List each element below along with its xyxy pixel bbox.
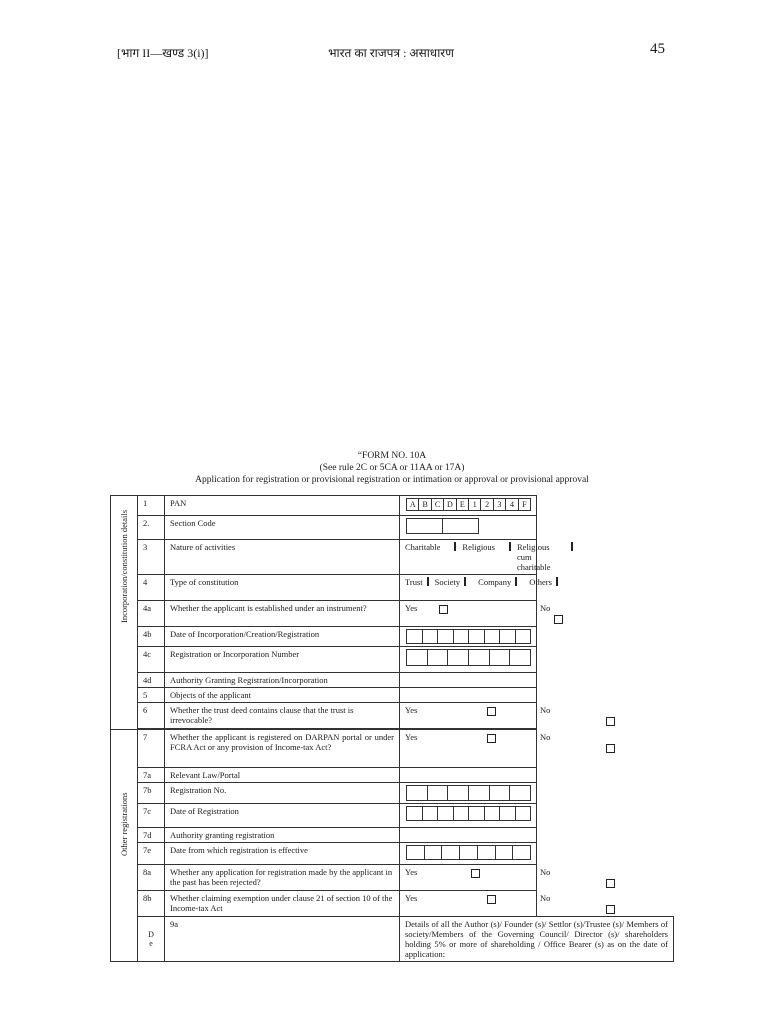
input-box [442,518,479,534]
row-number: 8b [138,891,165,917]
option-label: Religious [462,542,495,552]
table-row [111,673,674,688]
table-row [111,540,674,575]
input-box [509,649,531,666]
row-question: Registration No. [165,783,400,804]
no-label: No [540,603,551,613]
registration-no-field[interactable] [400,783,537,804]
pan-char-box: C [431,498,444,511]
input-box [427,785,449,801]
row-number: 7e [138,843,165,865]
input-box [468,785,490,801]
row-number: 8a [138,865,165,891]
row-question: PAN [165,496,400,516]
table-row [111,917,674,962]
input-box [489,785,511,801]
no-label: No [540,705,551,715]
input-box [495,845,514,860]
row-number: 7 [138,730,165,768]
input-box [447,785,469,801]
table-row [111,730,674,768]
constitution-type-options [400,575,552,601]
row-question: Date of Incorporation/Creation/Registration [165,627,400,647]
input-box [406,518,443,534]
input-box [509,785,531,801]
no-checkbox[interactable] [606,744,615,753]
input-box [406,649,428,666]
section-details [138,917,165,962]
row-question: Registration or Incorporation Number [165,647,400,673]
table-row [111,843,674,865]
yes-no-options [400,730,551,768]
table-row [111,601,674,627]
registration-number-field[interactable] [400,647,537,673]
input-box [477,845,496,860]
yes-checkbox[interactable] [487,895,496,904]
row-question: Type of constitution [165,575,400,601]
yes-no-options [400,891,551,917]
row-question: Whether the applicant is registered on DARPAN portal or under FCRA Act or any provision of Income-tax Act? [165,730,400,768]
input-box [484,629,501,644]
page-header [117,41,665,64]
input-box [437,806,454,821]
option-label: Society [434,577,461,587]
row-number: 5 [138,688,165,703]
pan-char-box: 4 [505,498,518,511]
reg-number-boxes [407,649,531,666]
header-part-label: [भाग II—खण्ड 3(i)] [117,46,209,60]
input-box [484,806,501,821]
row-question: Whether claiming exemption under clause 21 of section 10 of the Income-tax Act [165,891,400,917]
yes-label: Yes [405,603,418,613]
row-number: 7c [138,804,165,828]
page-number: 45 [650,41,665,57]
section-other-registrations [111,730,138,962]
option-label: Company [478,577,512,587]
section-code-field[interactable] [400,516,537,540]
trust-checkbox[interactable] [427,577,429,586]
row-question: Whether any application for registration made by the applicant in the past has been rejected? [165,865,400,891]
input-box [441,845,460,860]
row-number: 6 [138,703,165,729]
row-number: 4b [138,627,165,647]
no-label: No [540,732,551,742]
authority-granting-field[interactable] [400,828,537,843]
form-description: Application for registration or provisional registration or intimation or approval or provisional approval [195,475,589,485]
section-label: Incorporation/constitution details [119,509,129,623]
row-number: 4c [138,647,165,673]
input-box [512,845,531,860]
yes-checkbox[interactable] [439,605,448,614]
table-row [111,627,674,647]
no-checkbox[interactable] [554,615,563,624]
input-box [422,629,439,644]
input-box [499,629,516,644]
no-checkbox[interactable] [606,905,615,914]
form-table [110,495,674,962]
input-box [515,629,532,644]
row-number: 7a [138,768,165,783]
input-box [499,806,516,821]
section-label: Other registrations [119,792,129,856]
row-number: 4d [138,673,165,688]
pan-boxes [407,498,531,511]
yes-label: Yes [405,893,418,903]
yes-checkbox[interactable] [487,734,496,743]
yes-no-options [400,601,551,627]
no-label: No [540,893,551,903]
pan-field[interactable] [400,496,537,516]
table-row [111,865,674,891]
row-question: Date of Registration [165,804,400,828]
input-box [427,649,449,666]
pan-char-box: E [456,498,469,511]
row-number: 9a [165,917,400,962]
input-box [424,845,443,860]
input-box [468,629,485,644]
input-box [406,785,428,801]
row-number: 7d [138,828,165,843]
table-row [111,891,674,917]
pan-char-box: B [418,498,431,511]
yes-no-options [400,865,551,891]
date-boxes [407,845,531,860]
option-label: Charitable [405,542,441,552]
input-box [406,806,423,821]
authority-field[interactable] [400,673,537,688]
input-box [437,629,454,644]
yes-label: Yes [405,705,418,715]
yes-label: Yes [405,732,418,742]
row-number: 2. [138,516,165,540]
row-number: 1 [138,496,165,516]
table-row [111,828,674,843]
no-checkbox[interactable] [606,879,615,888]
effective-date-field[interactable] [400,843,537,865]
header-gazette-title: भारत का राजपत्र : असाधारण [328,46,454,60]
row-number: 7b [138,783,165,804]
row-question: Authority Granting Registration/Incorporation [165,673,400,688]
date-boxes [407,806,531,821]
table-row [111,688,674,703]
input-box [453,806,470,821]
date-boxes [407,629,531,644]
objects-field[interactable] [400,688,537,703]
input-box [459,845,478,860]
religious-cum-charitable-checkbox[interactable] [571,542,573,551]
table-row [111,783,674,804]
table-row [111,804,674,828]
table-row [111,496,674,516]
table-row [111,768,674,783]
pan-char-box: 1 [468,498,481,511]
religious-checkbox[interactable] [509,542,511,551]
input-box [489,649,511,666]
input-box [453,629,470,644]
input-box [468,806,485,821]
yes-label: Yes [405,867,418,877]
table-row [111,516,674,540]
no-checkbox[interactable] [606,717,615,726]
input-box [447,649,469,666]
table-row [111,703,674,729]
nature-of-activities-options [400,540,551,575]
date-field[interactable] [400,627,537,647]
input-box [406,845,425,860]
row-question: Date from which registration is effective [165,843,400,865]
pan-char-box: 2 [480,498,493,511]
others-checkbox[interactable] [556,577,558,586]
yes-checkbox[interactable] [487,707,496,716]
table-row [111,575,674,601]
pan-char-box: A [406,498,419,511]
form-title: “FORM NO. 10A [357,451,427,461]
row-number: 3 [138,540,165,575]
section-label: e [149,939,153,948]
option-label: Religious cum charitable [517,542,551,572]
input-box [406,629,423,644]
reg-no-boxes [407,785,531,801]
row-question: Whether the applicant is established under an instrument? [165,601,400,627]
section-incorporation [111,496,138,730]
date-of-registration-field[interactable] [400,804,537,828]
row-question: Details of all the Author (s)/ Founder (s)/ Settlor (s)/Trustee (s)/ Members of society/Members of the Governing Council/ Director (s)/ shareholders holding 5% or more of shareholding / Office Bearer (s) as on the date of application: [400,917,674,962]
row-number: 4a [138,601,165,627]
company-checkbox[interactable] [515,577,517,586]
section-label: D [148,930,154,939]
row-question: Whether the trust deed contains clause that the trust is irrevocable? [165,703,400,729]
table-row [111,647,674,673]
pan-char-box: 3 [493,498,506,511]
row-question: Nature of activities [165,540,400,575]
row-question: Section Code [165,516,400,540]
input-box [422,806,439,821]
charitable-checkbox[interactable] [454,542,456,551]
input-box [468,649,490,666]
row-number: 4 [138,575,165,601]
input-box [515,806,532,821]
pan-char-box: D [443,498,456,511]
relevant-law-field[interactable] [400,768,537,783]
yes-no-options [400,703,551,729]
option-label: Trust [405,577,423,587]
form-subtitle: (See rule 2C or 5CA or 11AA or 17A) [319,463,465,473]
row-question: Objects of the applicant [165,688,400,703]
section-code-boxes [407,518,531,534]
society-checkbox[interactable] [464,577,466,586]
option-label: Others [529,577,552,587]
no-label: No [540,867,551,877]
row-question: Relevant Law/Portal [165,768,400,783]
form-title-block [110,450,674,486]
yes-checkbox[interactable] [471,869,480,878]
pan-char-box: F [518,498,531,511]
row-question: Authority granting registration [165,828,400,843]
